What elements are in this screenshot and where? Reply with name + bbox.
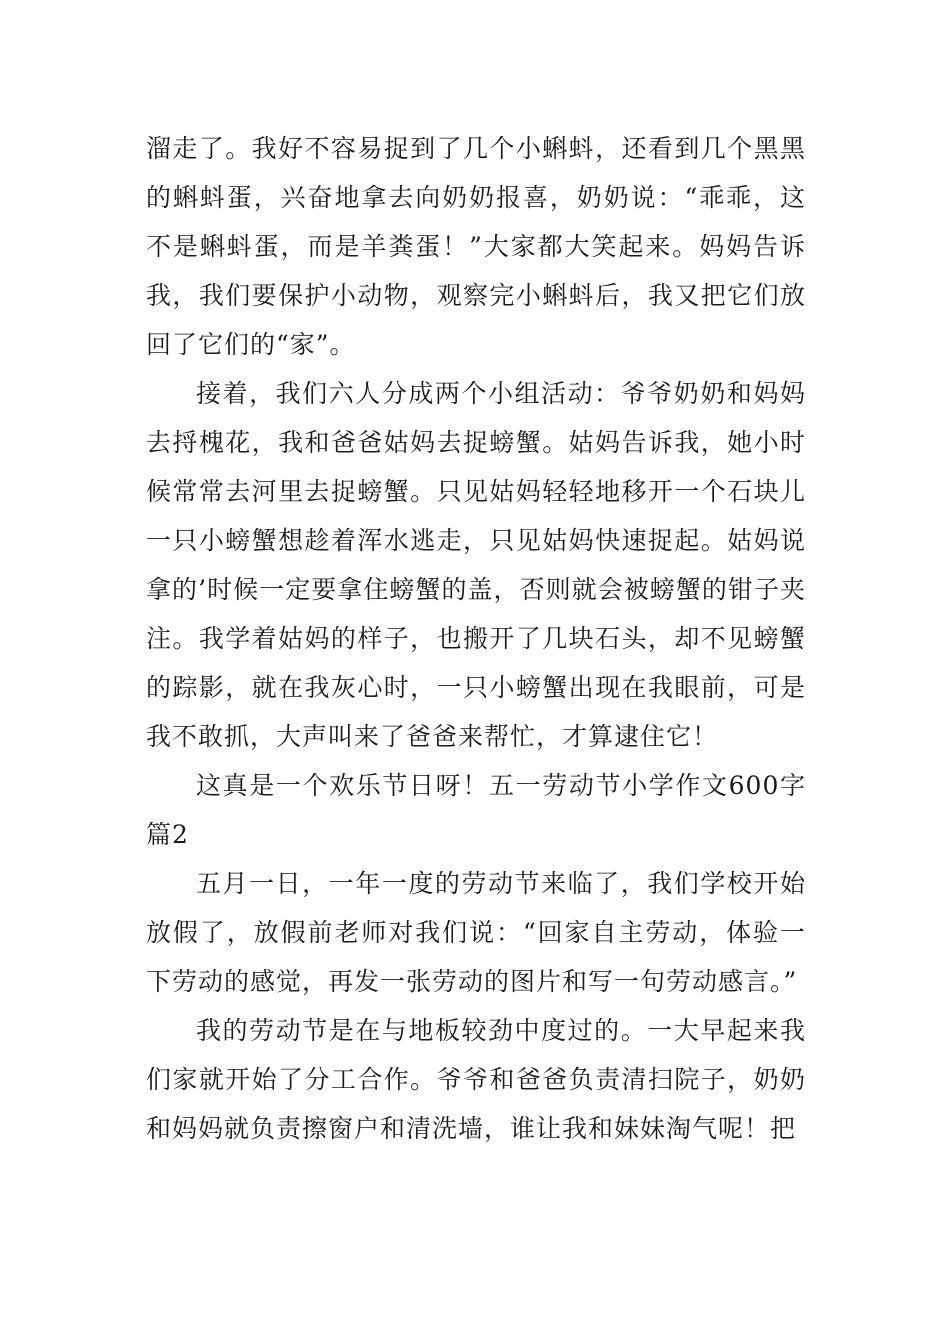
paragraph-2: 接着，我们六人分成两个小组活动：爷爷奶奶和妈妈去捋槐花，我和爸爸姑妈去捉螃蟹。姑妈告诉我，她小时候常常去河里去捉螃蟹。只见姑妈轻轻地移开一个石块儿一只小螃蟹想趁着浑水逃走，只见姑妈快速捉起。姑妈说拿的’时候一定要拿住螃蟹的盖，否则就会被螃蟹的钳子夹注。我学着姑妈的样子，也搬开了几块石头，却不见螃蟹的踪影，就在我灰心时，一只小螃蟹出现在我眼前，可是我不敢抓，大声叫来了爸爸来帮忙，才算逮住它！	[146, 379, 806, 751]
document-body	[146, 124, 806, 1153]
paragraph-4: 五月一日，一年一度的劳动节来临了，我们学校开始放假了，放假前老师对我们说：“回家自主劳动，体验一下劳动的感觉，再发一张劳动的图片和写一句劳动感言。”	[146, 869, 806, 996]
paragraph-1: 溜走了。我好不容易捉到了几个小蝌蚪，还看到几个黑黑的蝌蚪蛋，兴奋地拿去向奶奶报喜，奶奶说：“乖乖，这不是蝌蚪蛋，而是羊粪蛋！”大家都大笑起来。妈妈告诉我，我们要保护小动物，观察完小蝌蚪后，我又把它们放回了它们的“家”。	[146, 134, 806, 359]
paragraph-3: 这真是一个欢乐节日呀！五一劳动节小学作文600字篇2	[146, 771, 806, 849]
paragraph-5: 我的劳动节是在与地板较劲中度过的。一大早起来我们家就开始了分工合作。爷爷和爸爸负责清扫院子，奶奶和妈妈就负责擦窗户和清洗墙，谁让我和妹妹淘气呢！把	[146, 1016, 806, 1143]
